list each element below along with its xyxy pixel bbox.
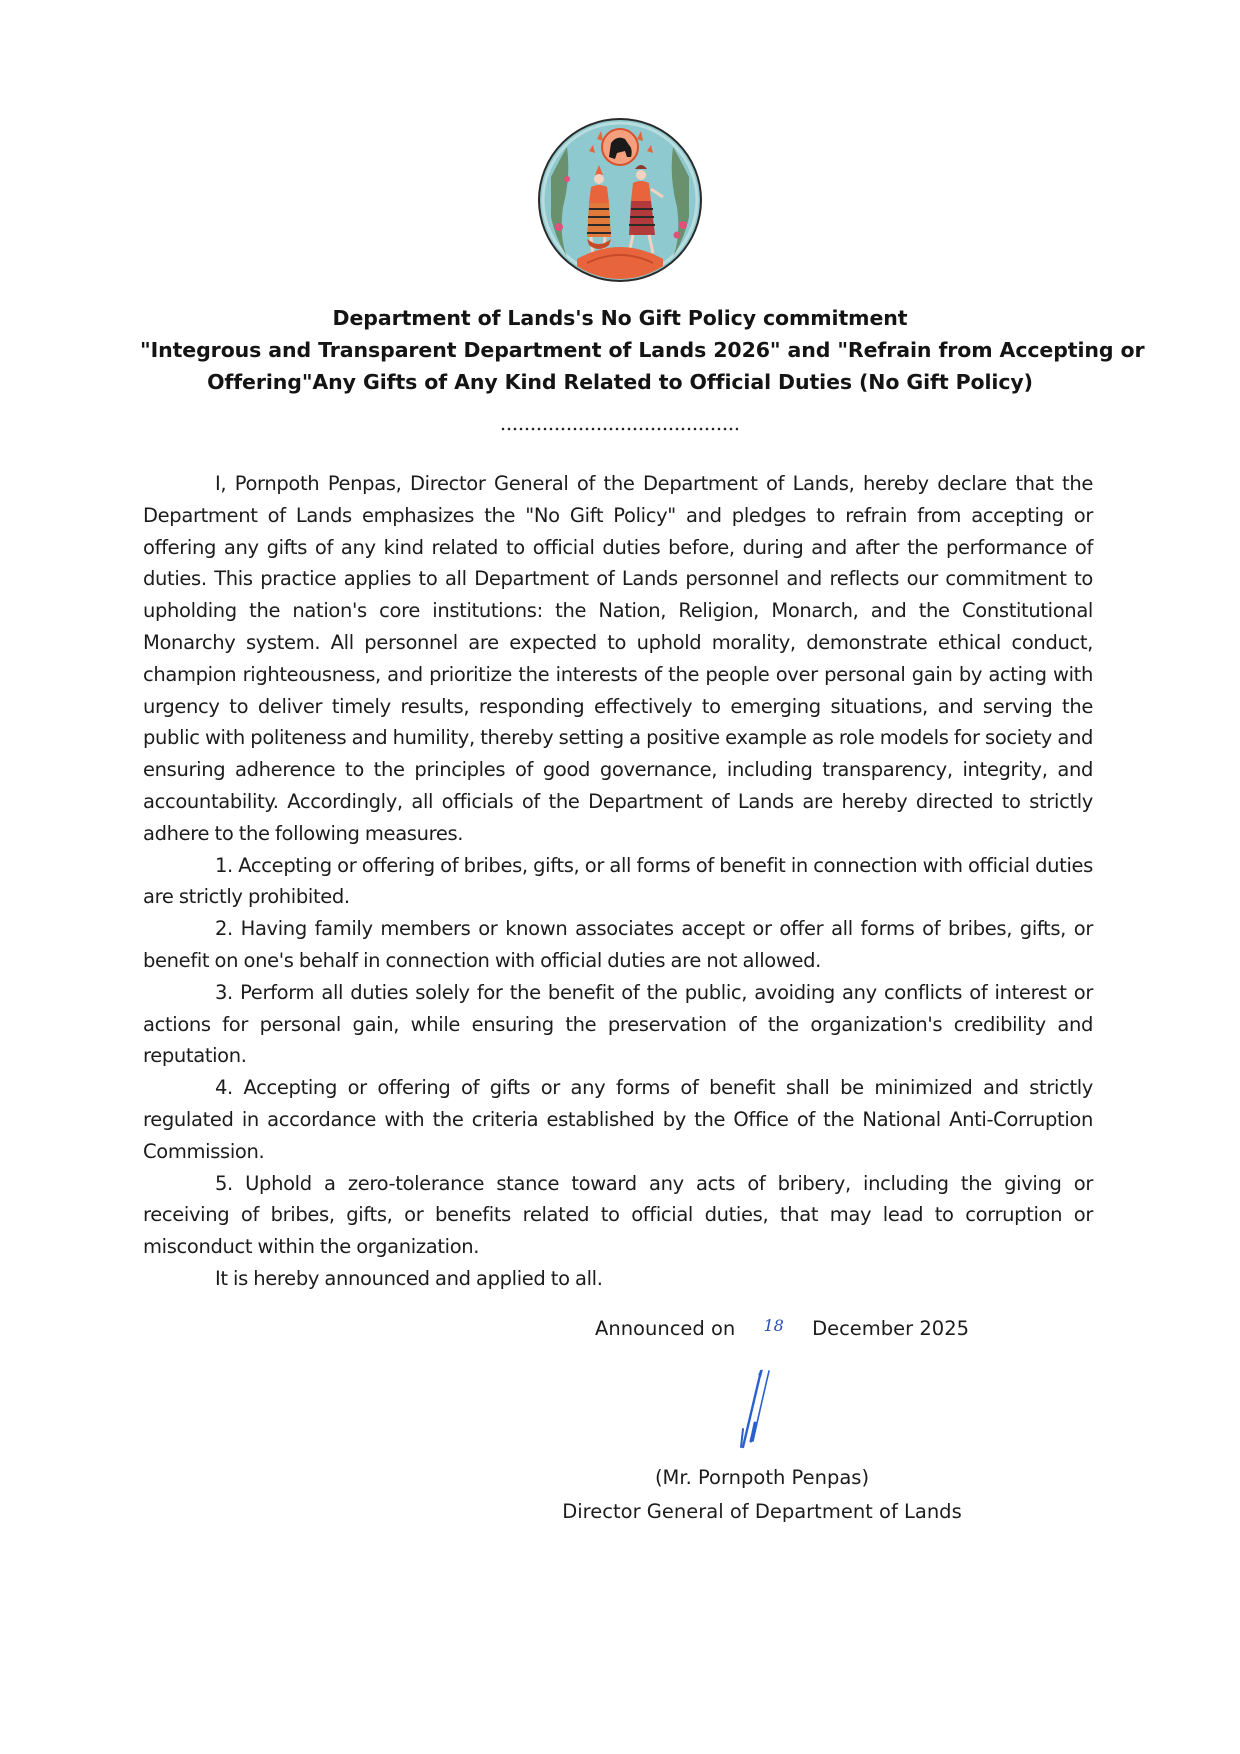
signer-title: Director General of Department of Lands	[562, 1500, 962, 1523]
title-line-3: Offering"Any Gifts of Any Kind Related to Official Duties (No Gift Policy)	[207, 370, 1033, 394]
intro-paragraph: I, Pornpoth Penpas, Director General of the Department of Lands, hereby declare that the Department of Lands emphasizes the "No Gift Policy" and pledges to refrain from accepting or offering any gifts of any kind related to official duties before, during and after the performance of duties. This practice applies to all Department of Lands personnel and reflects our commitment to upholding the nation's core institutions: the Nation, Religion, Monarch, and the Constitutional Monarchy system. All personnel are expected to uphold morality, demonstrate ethical conduct, champion righteousness, and prioritize the interests of the people over personal gain by acting with urgency to deliver timely results, responding effectively to emerging situations, and serving the public with politeness and humility, thereby setting a positive example as role models for society and ensuring adherence to the principles of good governance, including transparency, integrity, and accountability. Accordingly, all officials of the Department of Lands are hereby directed to strictly adhere to the following measures.	[143, 472, 1093, 845]
department-seal-icon	[537, 117, 703, 283]
measure-3: 3. Perform all duties solely for the benefit of the public, avoiding any conflicts of interest or actions for personal gain, while ensuring the preservation of the organization's credibility and reputation.	[143, 980, 1093, 1068]
title-line-1: Department of Lands's No Gift Policy commitment	[332, 306, 908, 330]
month-year: December 2025	[812, 1317, 970, 1340]
dotted-separator	[500, 426, 738, 432]
handwritten-day: 18	[763, 1316, 784, 1335]
measure-2: 2. Having family members or known associates accept or offer all forms of bribes, gifts, or benefit on one's behalf in connection with official duties are not allowed.	[143, 917, 1093, 972]
document-body	[143, 468, 1093, 1295]
title-line-2: "Integrous and Transparent Department of Lands 2026" and "Refrain from Accepting or	[140, 338, 1145, 362]
closing-statement: It is hereby announced and applied to all.	[215, 1266, 603, 1290]
signature-icon	[735, 1365, 795, 1455]
signer-name: (Mr. Pornpoth Penpas)	[654, 1466, 870, 1489]
measure-1: 1. Accepting or offering of bribes, gifts, or all forms of benefit in connection with official duties are strictly prohibited.	[143, 853, 1093, 909]
document-title	[140, 302, 1145, 398]
announcement-date	[595, 1315, 969, 1344]
announced-label: Announced on	[595, 1317, 736, 1340]
measure-5: 5. Uphold a zero-tolerance stance toward any acts of bribery, including the giving or receiving of bribes, gifts, or benefits related to official duties, that may lead to corruption or misconduct within the organization.	[143, 1171, 1093, 1259]
measure-4: 4. Accepting or offering of gifts or any forms of benefit shall be minimized and strictly regulated in accordance with the criteria established by the Office of the National Anti-Corruption Commission.	[143, 1076, 1093, 1163]
